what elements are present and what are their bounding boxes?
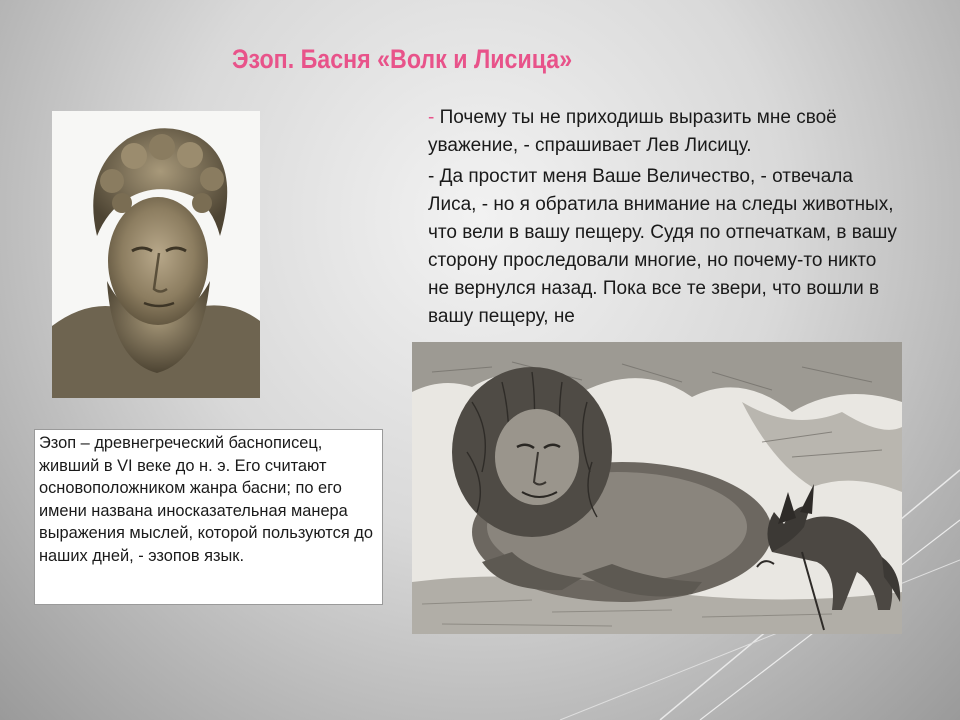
fable-paragraph-1-text: Почему ты не приходишь выразить мне своё уважение, - спрашивает Лев Лисицу. <box>428 107 837 156</box>
fable-paragraph-1 <box>428 104 898 160</box>
fable-text <box>428 104 898 342</box>
bullet-dash: - <box>428 107 435 128</box>
fable-paragraph-2: - Да простит меня Ваше Величество, - отвечала Лиса, - но я обратила внимание на следы животных, что вели в вашу пещеру. Судя по отпечаткам, в вашу сторону проследовали многие, но почему-то никто не вернулся назад. Пока все те звери, что вошли в вашу пещеру, не <box>428 166 897 327</box>
aesop-bust-image <box>52 111 260 398</box>
aesop-bio-box: Эзоп – древнегреческий баснописец, живший в VI веке до н. э. Его считают основоположником жанра басни; по его имени названа иносказательная манера выражения мыслей, которой пользуются до наших дней, - эзопов язык. <box>34 429 383 605</box>
lion-and-fox-engraving <box>412 342 902 634</box>
slide-title: Эзоп. Басня «Волк и Лисица» <box>232 44 573 74</box>
